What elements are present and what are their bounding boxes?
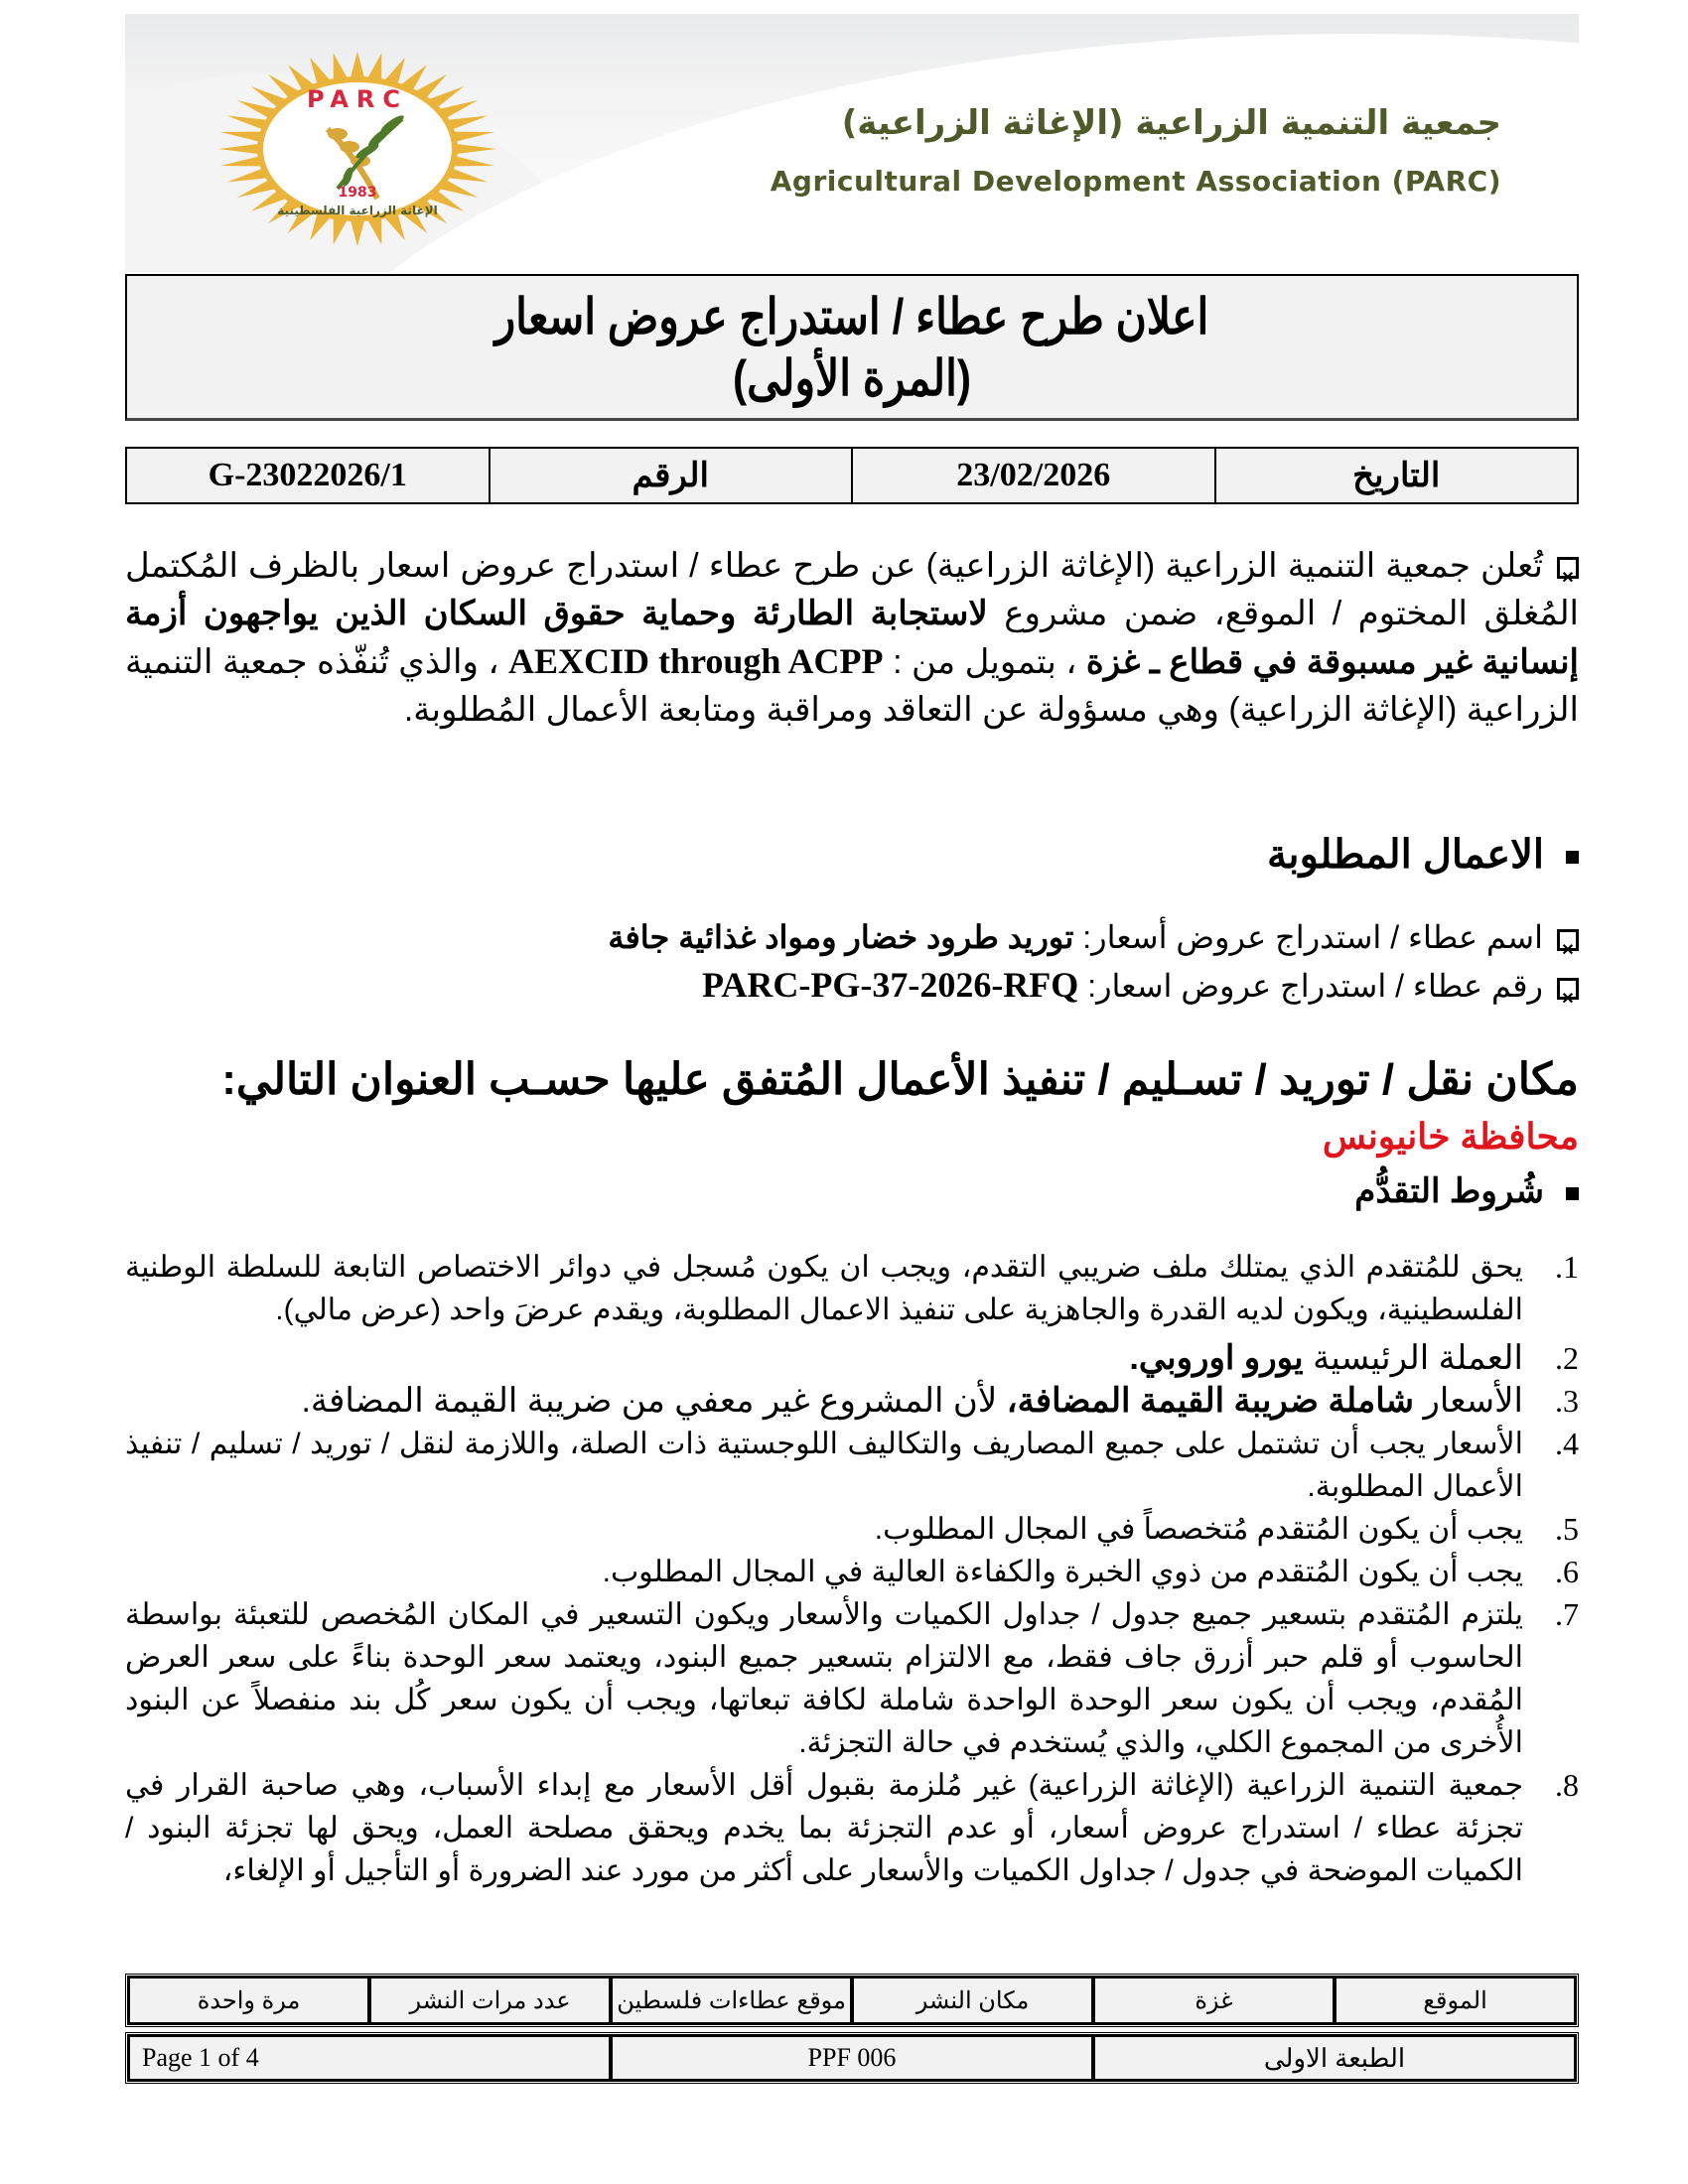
sun-ray [448,169,488,183]
parc-logo [209,50,506,248]
item-number: 7. [1555,1596,1579,1632]
conditions-heading [1354,1171,1579,1211]
item-text: يجب أن يكون المُتقدم مُتخصصاً في المجال المطلوب. [874,1513,1523,1546]
announcement-title-box [125,274,1579,421]
sun-ray [351,52,364,77]
tender-number-line [702,961,1579,1010]
condition-item [125,1551,1579,1593]
date-label: التاريخ [1215,448,1579,503]
number-label: الرقم [490,448,853,503]
item-number: 3. [1555,1383,1579,1419]
condition-item [125,1593,1579,1764]
item-text-end: لأن المشروع غير معفي من ضريبة القيمة المضافة. [301,1382,1007,1420]
sun-ray [367,53,381,79]
condition-item [125,1246,1579,1331]
item-number: 4. [1555,1426,1579,1461]
item-text: يحق للمُتقدم الذي يمتلك ملف ضريبي التقدم، ويجب ان يكون مُسجل في دوائر الاختصاص التابعة للسلطة الوطنية الفلسطينية، ويكون لديه القدرة والجاهزية على تنفيذ الاعمال المطلوبة، ويقدم عرضَ واحد (عرض مالي). [125,1251,1523,1326]
condition-item [125,1764,1579,1892]
footer-cell-location-value: غزة [1093,1977,1335,2024]
item-number: 1. [1555,1249,1579,1285]
funder-name: AEXCID through ACPP [507,641,884,681]
footer-cell-publication-count-label: عدد مرات النشر [369,1977,611,2024]
works-heading-text: الاعمال المطلوبة [1266,833,1544,877]
works-section-heading [1267,832,1579,878]
sun-ray [226,115,266,129]
item-text: الأسعار [1414,1382,1523,1420]
document-footer-table [125,2032,1579,2084]
tender-name-value: توريد طرود خضار ومواد غذائية جافة [608,919,1074,955]
announcement-info-table [125,447,1579,504]
sun-ray [218,144,258,154]
footer-cell-publication-place-value: موقع عطاءات فلسطين [611,1977,852,2024]
page-number: Page 1 of 4 [128,2035,611,2081]
sun-ray [226,169,266,183]
location-value: محافظة خانيونس [1322,1116,1579,1157]
item-text: يجب أن يكون المُتقدم من ذوي الخبرة والكفاءة العالية في المجال المطلوب. [602,1556,1523,1588]
intro-text-end: ، والذي تُنفّذه جمعية التنمية الزراعية (الإغاثة الزراعية) وهي مسؤولة عن التعاقد ومراقبة ومتابعة الأعمال المُطلوبة. [125,643,1579,729]
footer-cell-publication-count-value: مرة واحدة [128,1977,369,2024]
tender-number-label: رقم عطاء / استدراج عروض اسعار: [1078,968,1543,1004]
item-number: 2. [1555,1340,1579,1376]
checked-box-icon [1557,929,1579,951]
item-number: 5. [1555,1511,1579,1547]
sun-ray [367,218,381,245]
square-bullet-icon [1566,851,1579,864]
conditions-heading-text: شُروط التقدُّم [1354,1172,1544,1210]
item-text: العملة الرئيسية [1303,1339,1523,1377]
intro-text: تُعلن جمعية التنمية الزراعية (الإغاثة الزراعية) عن طرح عطاء / استدراج عروض اسعار بالظرف المُكتمل المُغلق المختوم / الموقع، ضمن مشروع [125,547,1579,632]
item-text: جمعية التنمية الزراعية (الإغاثة الزراعية) غير مُلزمة بقبول أقل الأسعار مع إبداء الأسباب، وهي صاحبة القرار في تجزئة عطاء / استدراج عروض أسعار، أو عدم التجزئة بما يخدم ويحقق مصلحة العمل، ويحق لها تجزئة البنود / الكميات الموضحة في جدول / جداول الكميات والأسعار على أكثر من مورد عند الضرورة أو التأجيل أو الإلغاء، [125,1769,1523,1887]
intro-paragraph [125,542,1579,734]
announcement-title: اعلان طرح عطاء / استدراج عروض اسعار [494,289,1209,344]
item-text: يلتزم المُتقدم بتسعير جميع جدول / جداول الكميات والأسعار ويكون التسعير في المكان المُخصص للتعبئة بواسطة الحاسوب أو قلم حبر أزرق جاف فقط، مع الالتزام بتسعير جميع البنود، ويعتمد سعر الوحدة بناءً على سعر العرض المُقدم، ويجب أن يكون سعر الوحدة الواحدة شاملة لكافة تبعاتها، ويجب أن يكون سعر كُل بند منفصلاً عن البنود الأُخرى من المجموع الكلي، والذي يُستخدم في حالة التجزئة. [125,1598,1523,1759]
sun-ray [448,115,488,129]
project-name: لاستجابة الطارئة وحماية حقوق السكان الذين يواجهون أزمة إنسانية غير مسبوقة في قطاع ـ غزة [125,595,1580,681]
tender-name-label: اسم عطاء / استدراج عروض أسعار: [1073,919,1543,955]
org-name-english: Agricultural Development Association (PARC) [770,165,1501,198]
condition-item [125,1508,1579,1551]
sun-ray [334,53,348,79]
date-value: 23/02/2026 [852,448,1215,503]
logo-parc-text: PARC [306,85,409,113]
sun-ray [351,220,364,246]
item-number: 8. [1555,1767,1579,1803]
sun-ray [457,144,496,154]
currency-value: يورو اوروبي. [1129,1339,1304,1377]
org-name-arabic: جمعية التنمية الزراعية (الإغاثة الزراعية) [841,103,1501,143]
footer-cell-publication-place-label: مكان النشر [852,1977,1093,2024]
reference-number: G-23022026/1 [126,448,490,503]
logo-ring-text: الإغاثة الزراعية الفلسطينية [277,204,438,217]
sun-ray [454,132,494,142]
checked-box-icon [1557,557,1579,579]
sun-ray [454,157,494,167]
item-number: 6. [1555,1554,1579,1589]
condition-item [125,1380,1579,1423]
vat-note: شاملة ضريبة القيمة المضافة، [1006,1382,1415,1420]
sun-ray [334,218,348,245]
item-text: الأسعار يجب أن تشتمل على جميع المصاريف والتكاليف اللوجستية ذات الصلة، واللازمة لنقل / توريد / تسليم / تنفيذ الأعمال المطلوبة. [125,1428,1523,1503]
logo-year: 1983 [338,185,377,201]
funding-label: ، بتمويل من : [883,643,1086,681]
condition-item [125,1337,1579,1380]
checked-box-icon [1557,978,1579,1000]
condition-item [125,1423,1579,1508]
location-heading: مكان نقل / توريد / تسـليم / تنفيذ الأعمال المُتفق عليها حسـب العنوان التالي: [221,1055,1579,1104]
header-banner [125,14,1579,272]
form-code: PPF 006 [611,2035,1093,2081]
sun-ray [220,132,261,142]
sun-ray [220,157,261,167]
publication-info-table [125,1974,1579,2027]
tender-number-value: PARC-PG-37-2026-RFQ [702,965,1079,1005]
footer-cell-location-label: الموقع [1335,1977,1576,2024]
conditions-list [125,1246,1579,1892]
announcement-subtitle: (المرة الأولى) [732,350,972,406]
square-bullet-icon [1566,1187,1579,1200]
edition: الطبعة الاولى [1093,2035,1576,2081]
tender-name-line [608,913,1579,961]
